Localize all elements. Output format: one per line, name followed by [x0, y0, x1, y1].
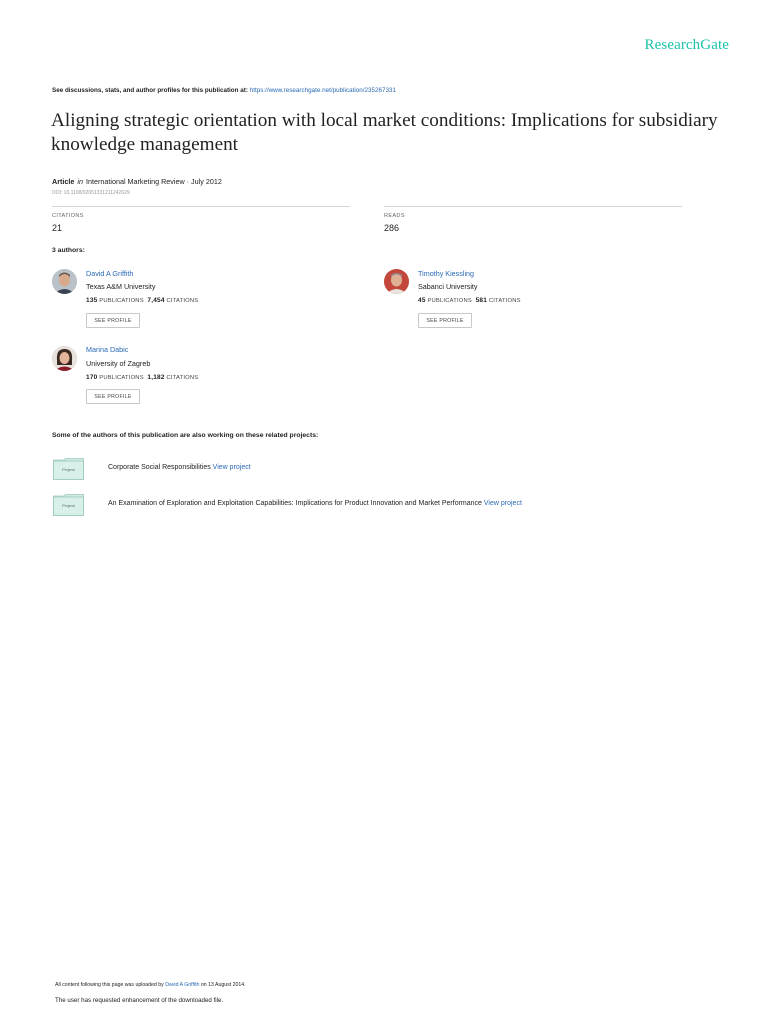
publications-label: PUBLICATIONS	[99, 375, 144, 381]
project-title: An Examination of Exploration and Exploitation Capabilities: Implications for Product Innovation and Market Performance	[108, 500, 482, 507]
see-discussions-label: See discussions, stats, and author profiles for this publication at:	[52, 87, 248, 94]
publication-url-line	[52, 87, 396, 94]
author-name-link[interactable]: Timothy Kiessling	[418, 269, 475, 278]
authors-header: 3 authors:	[52, 247, 85, 254]
citations-label: CITATIONS	[166, 298, 199, 304]
view-project-link[interactable]: View project	[483, 500, 522, 507]
divider-reads	[384, 206, 682, 207]
citations-label: CITATIONS	[488, 298, 521, 304]
related-projects-header: Some of the authors of this publication are also working on these related projects:	[52, 432, 319, 439]
reads-value: 286	[384, 223, 400, 233]
project-icon-label: Project	[62, 467, 75, 472]
avatar[interactable]	[52, 346, 77, 371]
author-institution: Sabanci University	[418, 282, 478, 291]
project-folder-icon	[53, 494, 84, 516]
citations-label: CITATIONS	[52, 213, 84, 219]
avatar[interactable]	[52, 269, 77, 294]
journal-info: International Marketing Review · July 2012	[85, 177, 222, 186]
paper-title: Aligning strategic orientation with local market conditions: Implications for subsidiary knowledge management	[51, 110, 718, 155]
project-item	[108, 500, 522, 507]
reads-label: READS	[384, 213, 405, 219]
upload-suffix: on 13 August 2014.	[200, 982, 246, 988]
publications-label: PUBLICATIONS	[99, 298, 144, 304]
researchgate-logo[interactable]: ResearchGate	[644, 37, 729, 53]
see-profile-button[interactable]: SEE PROFILE	[86, 313, 140, 328]
citations-count: 581	[475, 297, 488, 304]
avatar[interactable]	[384, 269, 409, 294]
author-stats	[86, 297, 198, 304]
article-meta	[52, 177, 222, 186]
publications-label: PUBLICATIONS	[427, 298, 472, 304]
citations-label: CITATIONS	[166, 375, 199, 381]
upload-prefix: All content following this page was uploaded by	[55, 982, 164, 988]
publications-count: 135	[86, 297, 98, 304]
author-name-link[interactable]: Marina Dabic	[86, 345, 129, 354]
project-folder-icon	[53, 458, 84, 480]
author-stats	[418, 297, 521, 304]
project-item	[108, 464, 251, 471]
author-institution: University of Zagreb	[86, 359, 151, 368]
publications-count: 45	[418, 297, 426, 304]
view-project-link[interactable]: View project	[212, 464, 251, 471]
citations-count: 1,182	[147, 374, 165, 381]
upload-note	[55, 982, 246, 988]
publications-count: 170	[86, 374, 98, 381]
doi: DOI: 10.1108/02651331211242629	[52, 190, 130, 196]
author-institution: Texas A&M University	[86, 282, 156, 291]
citations-value: 21	[52, 223, 63, 233]
author-stats	[86, 374, 198, 381]
project-icon-label: Project	[62, 503, 75, 508]
divider-citations	[52, 206, 350, 207]
author-name-link[interactable]: David A Griffith	[86, 269, 134, 278]
see-profile-button[interactable]: SEE PROFILE	[418, 313, 472, 328]
publication-url-link[interactable]: https://www.researchgate.net/publication/235267331	[249, 87, 397, 94]
enhancement-note: The user has requested enhancement of the downloaded file.	[55, 997, 224, 1004]
citations-count: 7,454	[147, 297, 165, 304]
see-profile-button[interactable]: SEE PROFILE	[86, 389, 140, 404]
uploader-link[interactable]: David A Griffith	[165, 982, 200, 988]
project-title: Corporate Social Responsibilities	[108, 464, 211, 471]
article-type: Article	[52, 177, 75, 186]
in-label: in	[77, 177, 83, 186]
